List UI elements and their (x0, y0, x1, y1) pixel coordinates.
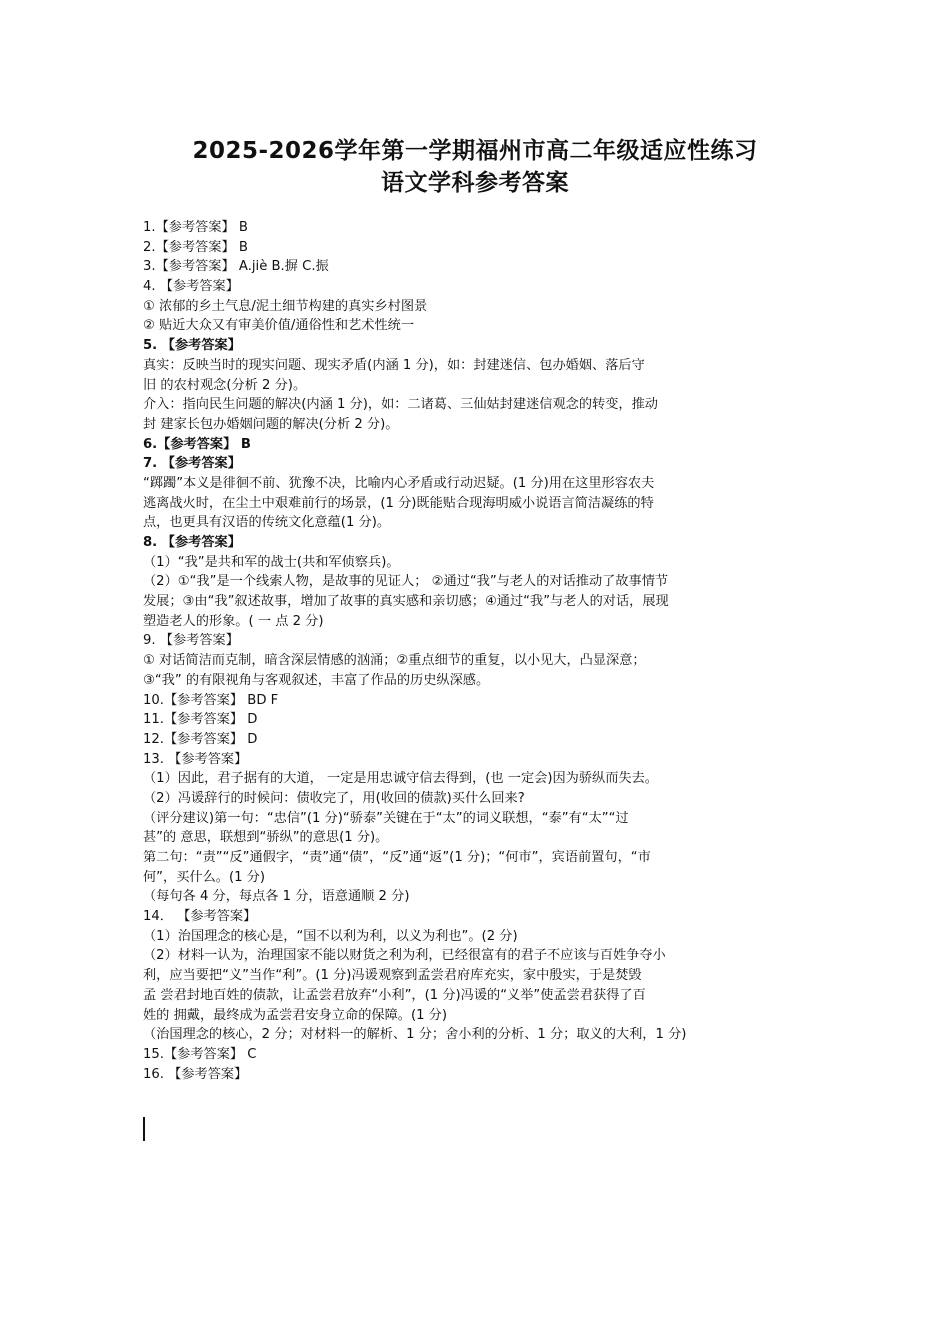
answer-line: 介入：指向民生问题的解决(内涵 1 分)，如：二诸葛、三仙姑封建迷信观念的转变，推动 (143, 397, 658, 413)
document-subtitle: 语文学科参考答案 (381, 170, 569, 196)
answer-line: ① 浓郁的乡土气息/泥土细节构建的真实乡村图景 (143, 298, 428, 314)
answer-line: （1）治国理念的核心是，“国不以利为利，以义为利也”。(2 分) (143, 928, 518, 944)
answer-line: 4. 【参考答案】 (143, 279, 239, 295)
answer-line: 旧 的农村观念(分析 2 分)。 (143, 377, 307, 393)
answer-line: 姓的 拥戴，最终成为孟尝君安身立命的保障。(1 分) (143, 1007, 447, 1023)
answer-line: 14． 【参考答案】 (143, 909, 257, 925)
answer-line: 何”，买什么。(1 分) (143, 869, 266, 885)
answer-line: （每句各 4 分，每点各 1 分，语意通顺 2 分) (143, 889, 410, 905)
answer-heading: 6.【参考答案】 B (143, 436, 251, 452)
answer-line: 10.【参考答案】 BD F (143, 692, 279, 708)
answer-content (143, 218, 823, 1084)
answer-line: 15.【参考答案】 C (143, 1046, 257, 1062)
document-title: 2025-2026学年第一学期福州市高二年级适应性练习 (192, 138, 758, 164)
answer-line: ② 贴近大众又有审美价值/通俗性和艺术性统一 (143, 318, 415, 334)
answer-line: 真实：反映当时的现实问题、现实矛盾(内涵 1 分)，如：封建迷信、包办婚姻、落后守 (143, 357, 645, 373)
answer-line: 1.【参考答案】 B (143, 220, 248, 235)
answer-line: 12.【参考答案】 D (143, 731, 258, 747)
answer-line: 塑造老人的形象。( 一 点 2 分) (143, 613, 324, 629)
answer-line: （2）材料一认为，治理国家不能以财货之利为利，已经很富有的君子不应该与百姓争夺小 (143, 948, 666, 964)
answer-line: （1）因此，君子据有的大道， 一定是用忠诚守信去得到，(也 一定会)因为骄纵而失去。 (143, 771, 658, 787)
answer-heading: 7. 【参考答案】 (143, 456, 241, 472)
answer-line: （评分建议)第一句：“忠信”(1 分)“骄泰”关键在于“太”的词义联想，“泰”有“太”“过 (143, 810, 629, 826)
answer-line: 9. 【参考答案】 (143, 633, 239, 649)
answer-line: （2）①“我”是一个线索人物，是故事的见证人； ②通过“我”与老人的对话推动了故事情节 (143, 574, 669, 590)
answer-line: 11.【参考答案】 D (143, 712, 258, 728)
answer-heading: 5. 【参考答案】 (143, 338, 241, 354)
answer-heading: 8. 【参考答案】 (143, 535, 241, 550)
answer-line: 13. 【参考答案】 (143, 751, 248, 767)
answer-line: ③“我” 的有限视角与客观叙述，丰富了作品的历史纵深感。 (143, 672, 490, 688)
answer-line: 利，应当要把“义”当作“利”。(1 分)冯谖观察到孟尝君府库充实，家中殷实，于是焚毁 (143, 968, 642, 984)
answer-line: 封 建家长包办婚姻问题的解决(分析 2 分)。 (143, 416, 399, 432)
text-cursor (143, 1117, 145, 1141)
answer-line: 点，也更具有汉语的传统文化意蕴(1 分)。 (143, 515, 391, 531)
answer-line: （1）“我”是共和军的战士(共和军侦察兵)。 (143, 554, 400, 570)
answer-line: 3.【参考答案】 A.jiè B.摒 C.振 (143, 259, 329, 275)
answer-line: （治国理念的核心，2 分；对材料一的解析、1 分；舍小利的分析、1 分；取义的大利，1 分) (143, 1027, 687, 1043)
answer-line: ① 对话简洁而克制，暗含深层情感的汹涌；②重点细节的重复，以小见大，凸显深意； (143, 653, 646, 669)
answer-line: 16. 【参考答案】 (143, 1066, 248, 1082)
answer-line: 2.【参考答案】 B (143, 239, 248, 255)
answer-line: 孟 尝君封地百姓的债款，让孟尝君放弃“小利”，(1 分)冯谖的“义举”使孟尝君获得了百 (143, 987, 646, 1003)
answer-line: 发展；③由“我”叙述故事，增加了故事的真实感和亲切感；④通过“我”与老人的对话，展现 (143, 594, 669, 610)
answer-line: “踯躅”本义是徘徊不前、犹豫不决，比喻内心矛盾或行动迟疑。(1 分)用在这里形容农夫 (143, 475, 655, 491)
answer-line: （2）冯谖辞行的时候问：债收完了，用(收回的债款)买什么回来? (143, 790, 525, 806)
answer-line: 第二句：“责”“反”通假字，“责”通“债”，“反”通“返”(1 分)；“何市”，宾语前置句，“市 (143, 850, 651, 865)
answer-line: 逃离战火时，在尘土中艰难前行的场景，(1 分)既能贴合现海明威小说语言简洁凝练的特 (143, 495, 654, 511)
answer-line: 甚”的 意思，联想到“骄纵”的意思(1 分)。 (143, 830, 389, 846)
